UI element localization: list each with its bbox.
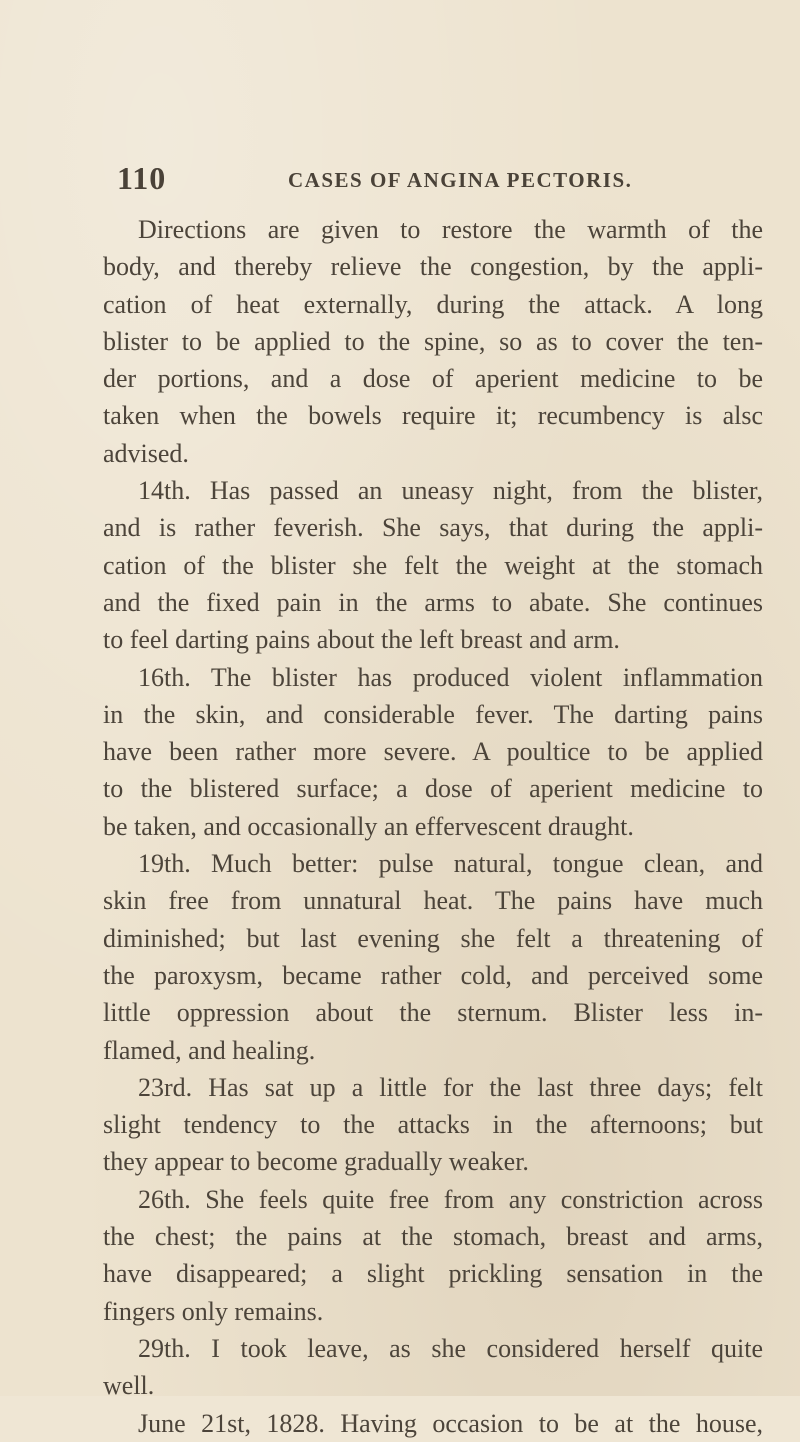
text-line: slight tendency to the attacks in the afternoons; but <box>103 1110 763 1140</box>
running-title: CASES OF ANGINA PECTORIS. <box>288 168 633 192</box>
text-line: they appear to become gradually weaker. <box>103 1147 529 1177</box>
text-line: cation of heat externally, during the attack. A long <box>103 289 763 319</box>
text-line: the paroxysm, became rather cold, and perceived some <box>103 960 763 990</box>
text-line: cation of the blister she felt the weight at the stomach <box>103 550 763 580</box>
text-line: have been rather more severe. A poultice to be applied <box>103 737 763 767</box>
text-line: 19th. Much better: pulse natural, tongue clean, and <box>138 849 763 879</box>
text-line: have disappeared; a slight prickling sensation in the <box>103 1259 763 1289</box>
text-line: well. <box>103 1371 155 1401</box>
text-line: the chest; the pains at the stomach, breast and arms, <box>103 1222 763 1252</box>
text-line: to the blistered surface; a dose of aperient medicine to <box>103 774 763 804</box>
text-line: advised. <box>103 438 189 468</box>
text-line: Directions are given to restore the warmth of the <box>138 215 763 244</box>
text-line: in the skin, and considerable fever. The darting pains <box>103 699 763 729</box>
page-number: 110 <box>117 160 167 196</box>
text-line: 26th. She feels quite free from any constriction across <box>138 1184 763 1214</box>
text-line: skin free from unnatural heat. The pains have much <box>103 886 763 916</box>
text-line: flamed, and healing. <box>103 1035 316 1065</box>
text-line: and the fixed pain in the arms to abate. She continues <box>103 587 763 617</box>
text-line: der portions, and a dose of aperient medicine to be <box>103 364 763 394</box>
text-line: 14th. Has passed an uneasy night, from the blister, <box>138 476 763 506</box>
text-line: diminished; but last evening she felt a threatening of <box>103 923 763 953</box>
text-line: little oppression about the sternum. Blister less in- <box>103 998 763 1028</box>
text-line: June 21st, 1828. Having occasion to be at the house, <box>138 1408 763 1438</box>
text-line: fingers only remains. <box>103 1296 324 1326</box>
text-line: 23rd. Has sat up a little for the last three days; felt <box>138 1072 763 1102</box>
text-line: and is rather feverish. She says, that during the appli- <box>103 513 763 543</box>
text-line: 16th. The blister has produced violent inflammation <box>138 662 763 692</box>
text-line: to feel darting pains about the left breast and arm. <box>103 625 620 655</box>
text-line: 29th. I took leave, as she considered herself quite <box>138 1333 763 1363</box>
page-header <box>117 160 757 200</box>
text-line: body, and thereby relieve the congestion, by the appli- <box>103 252 763 282</box>
text-line: blister to be applied to the spine, so as to cover the ten- <box>103 326 763 356</box>
text-line: taken when the bowels require it; recumbency is alsc <box>103 401 763 431</box>
text-line: be taken, and occasionally an effervescent draught. <box>103 811 634 841</box>
body-text <box>103 211 763 1442</box>
